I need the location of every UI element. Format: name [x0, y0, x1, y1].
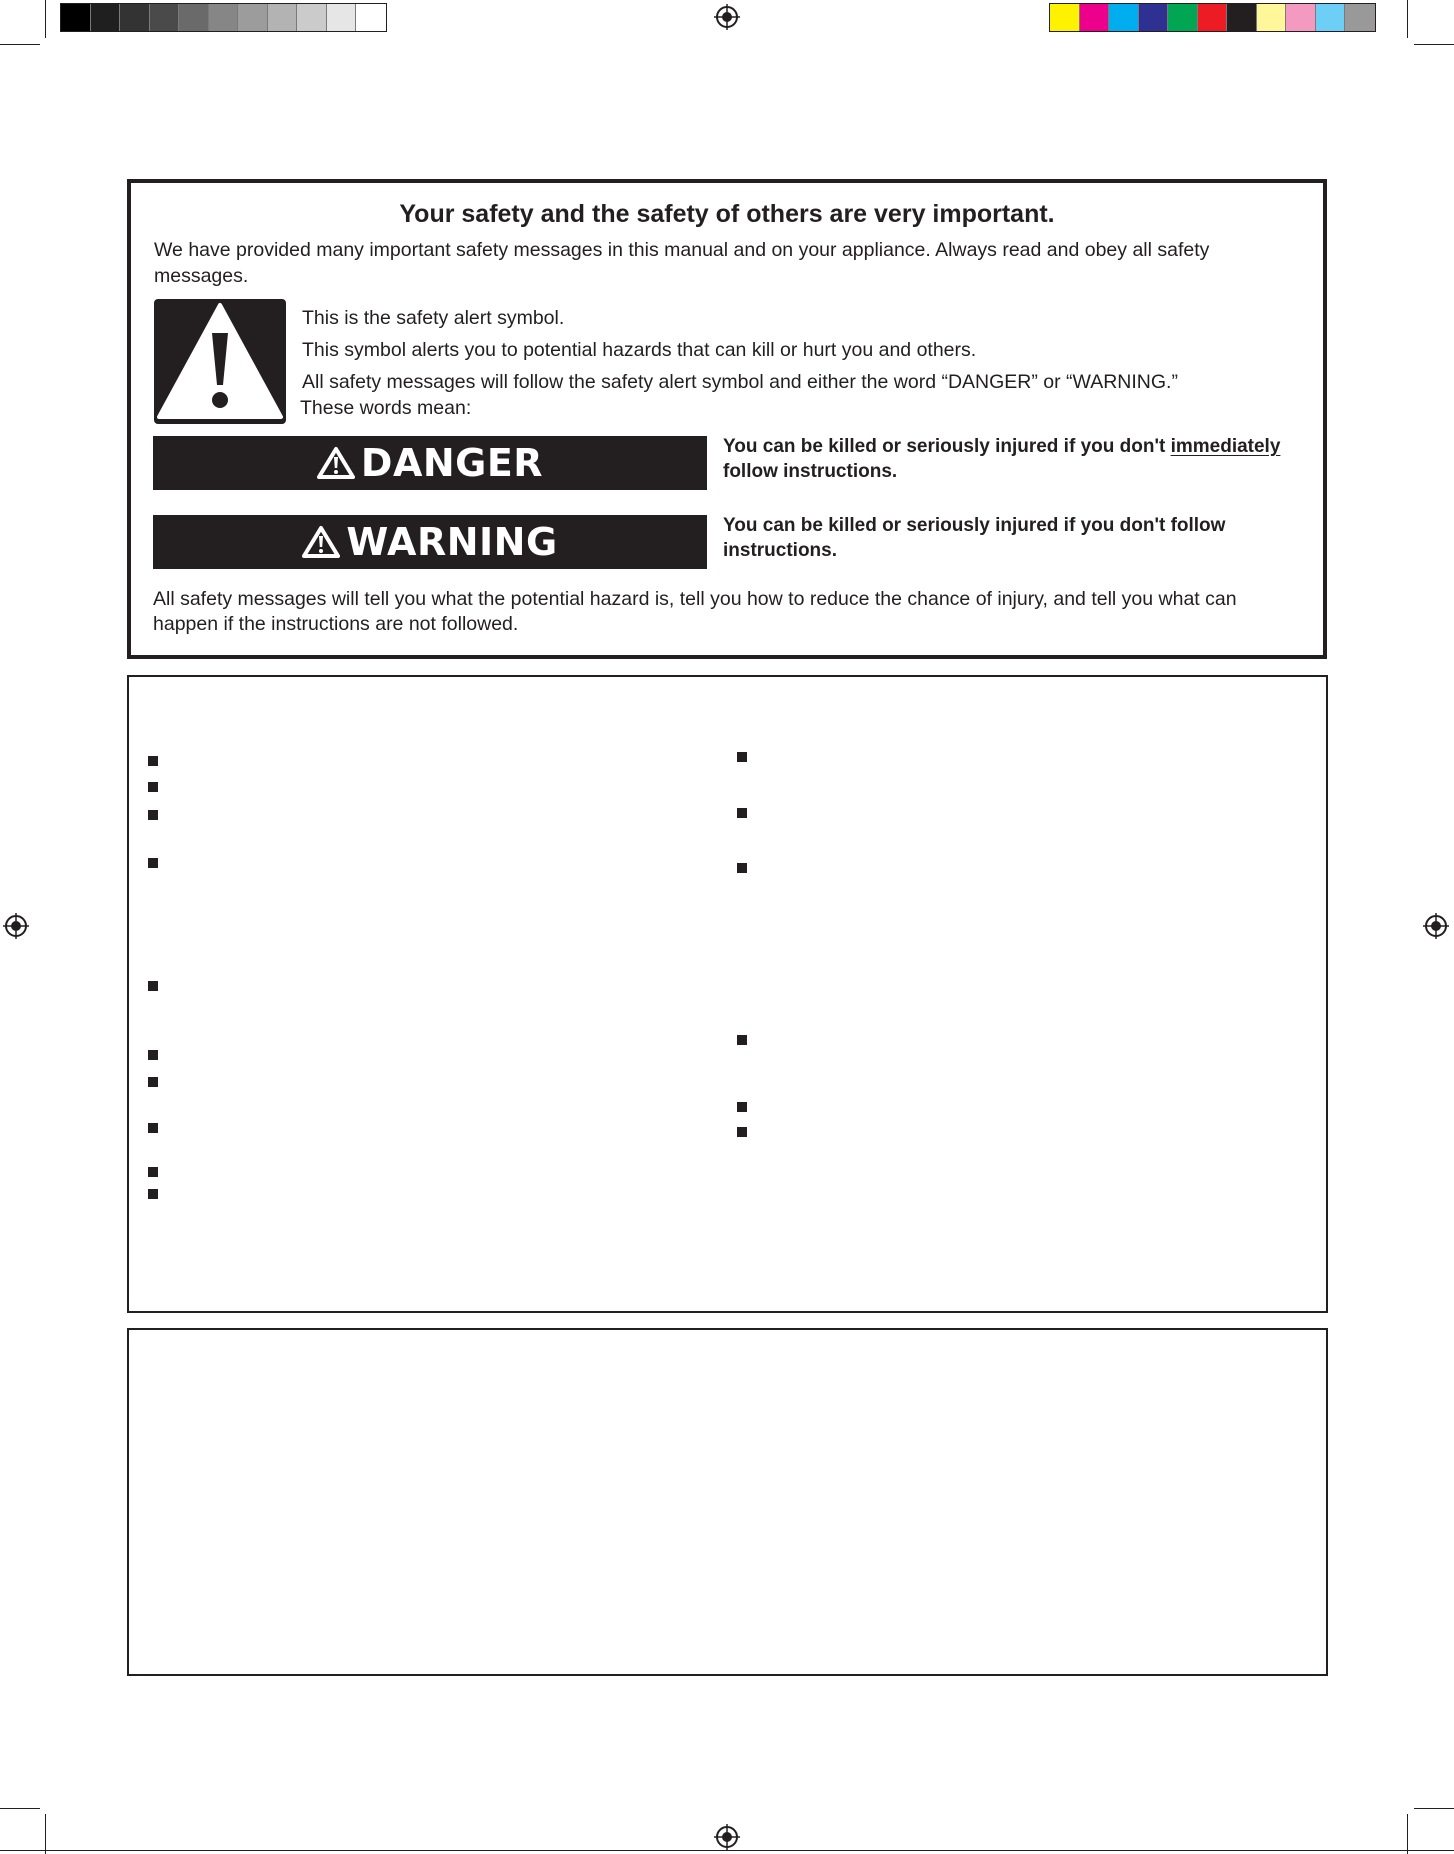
- color-swatch: [327, 4, 357, 31]
- color-swatch: [268, 4, 298, 31]
- crop-mark: [1414, 1808, 1454, 1809]
- danger-word: DANGER: [360, 441, 544, 485]
- warning-description-line2: instructions.: [723, 540, 838, 561]
- color-swatch: [297, 4, 327, 31]
- color-swatch: [356, 4, 386, 31]
- symbol-text-line4: These words mean:: [300, 397, 472, 419]
- bullet-marker: [148, 1050, 158, 1060]
- warning-triangle-icon: [154, 299, 286, 424]
- color-swatch: [1109, 4, 1139, 31]
- warning-triangle-icon: [317, 446, 355, 480]
- symbol-text-line3: All safety messages will follow the safety alert symbol and either the word “DANGER” or “WARNING.”: [302, 371, 1178, 393]
- warning-word: WARNING: [346, 520, 558, 564]
- blank-content-box: [127, 1328, 1328, 1676]
- bullet-marker: [737, 1035, 747, 1045]
- color-swatch: [120, 4, 150, 31]
- color-swatch: [1168, 4, 1198, 31]
- color-swatch: [1316, 4, 1346, 31]
- color-swatch: [179, 4, 209, 31]
- color-swatch: [1139, 4, 1169, 31]
- crop-mark: [0, 1808, 40, 1809]
- color-swatch: [91, 4, 121, 31]
- grayscale-color-bar: [60, 3, 387, 32]
- color-swatch: [1345, 4, 1375, 31]
- bullet-marker: [737, 863, 747, 873]
- footer-text-line2: happen if the instructions are not followed.: [153, 613, 519, 635]
- registration-mark-icon: [1423, 913, 1449, 939]
- symbol-text-line2: This symbol alerts you to potential hazards that can kill or hurt you and others.: [302, 339, 977, 361]
- crop-mark: [1407, 1814, 1408, 1854]
- color-swatch: [209, 4, 239, 31]
- danger-signal-bar: [153, 436, 707, 490]
- crop-mark: [0, 44, 40, 45]
- danger-description-line2: follow instructions.: [723, 461, 898, 482]
- crop-mark: [45, 0, 46, 38]
- intro-text-line1: We have provided many important safety messages in this manual and on your appliance. Always read and obey all safety: [154, 239, 1210, 261]
- color-swatch: [61, 4, 91, 31]
- bullet-marker: [737, 808, 747, 818]
- warning-description-line1: You can be killed or seriously injured if you don't follow: [723, 515, 1226, 536]
- process-color-bar: [1049, 3, 1376, 32]
- color-swatch: [1080, 4, 1110, 31]
- color-swatch: [1198, 4, 1228, 31]
- color-swatch: [1286, 4, 1316, 31]
- registration-mark-icon: [3, 913, 29, 939]
- danger-description-line1: [723, 434, 1280, 460]
- warning-signal-bar: [153, 515, 707, 569]
- danger-description-text: You can be killed or seriously injured if you don't: [723, 436, 1171, 457]
- danger-description-emphasis: immediately: [1170, 436, 1281, 457]
- bullet-marker: [148, 810, 158, 820]
- trim-line: [0, 1850, 1454, 1851]
- color-swatch: [1257, 4, 1287, 31]
- symbol-text-line1: This is the safety alert symbol.: [302, 307, 565, 329]
- safety-heading: Your safety and the safety of others are very important.: [399, 200, 1055, 228]
- bullet-marker: [737, 1127, 747, 1137]
- bullet-marker: [148, 1167, 158, 1177]
- bullet-marker: [148, 1123, 158, 1133]
- color-swatch: [1227, 4, 1257, 31]
- warning-triangle-icon: [302, 525, 340, 559]
- crop-mark: [45, 1814, 46, 1854]
- instructions-box: [127, 675, 1328, 1313]
- crop-mark: [1407, 0, 1408, 38]
- registration-mark-icon: [714, 1824, 740, 1850]
- bullet-marker: [148, 1189, 158, 1199]
- bullet-marker: [148, 756, 158, 766]
- bullet-marker: [737, 752, 747, 762]
- footer-text-line1: All safety messages will tell you what the potential hazard is, tell you how to reduce the chance of injury, and tell you what can: [153, 588, 1237, 610]
- crop-mark: [1414, 44, 1454, 45]
- color-swatch: [238, 4, 268, 31]
- intro-text-line2: messages.: [154, 265, 249, 287]
- color-swatch: [1050, 4, 1080, 31]
- bullet-marker: [737, 1102, 747, 1112]
- safety-alert-symbol: [154, 299, 286, 424]
- bullet-marker: [148, 782, 158, 792]
- bullet-marker: [148, 858, 158, 868]
- registration-mark-icon: [714, 4, 740, 30]
- color-swatch: [150, 4, 180, 31]
- bullet-marker: [148, 1077, 158, 1087]
- bullet-marker: [148, 981, 158, 991]
